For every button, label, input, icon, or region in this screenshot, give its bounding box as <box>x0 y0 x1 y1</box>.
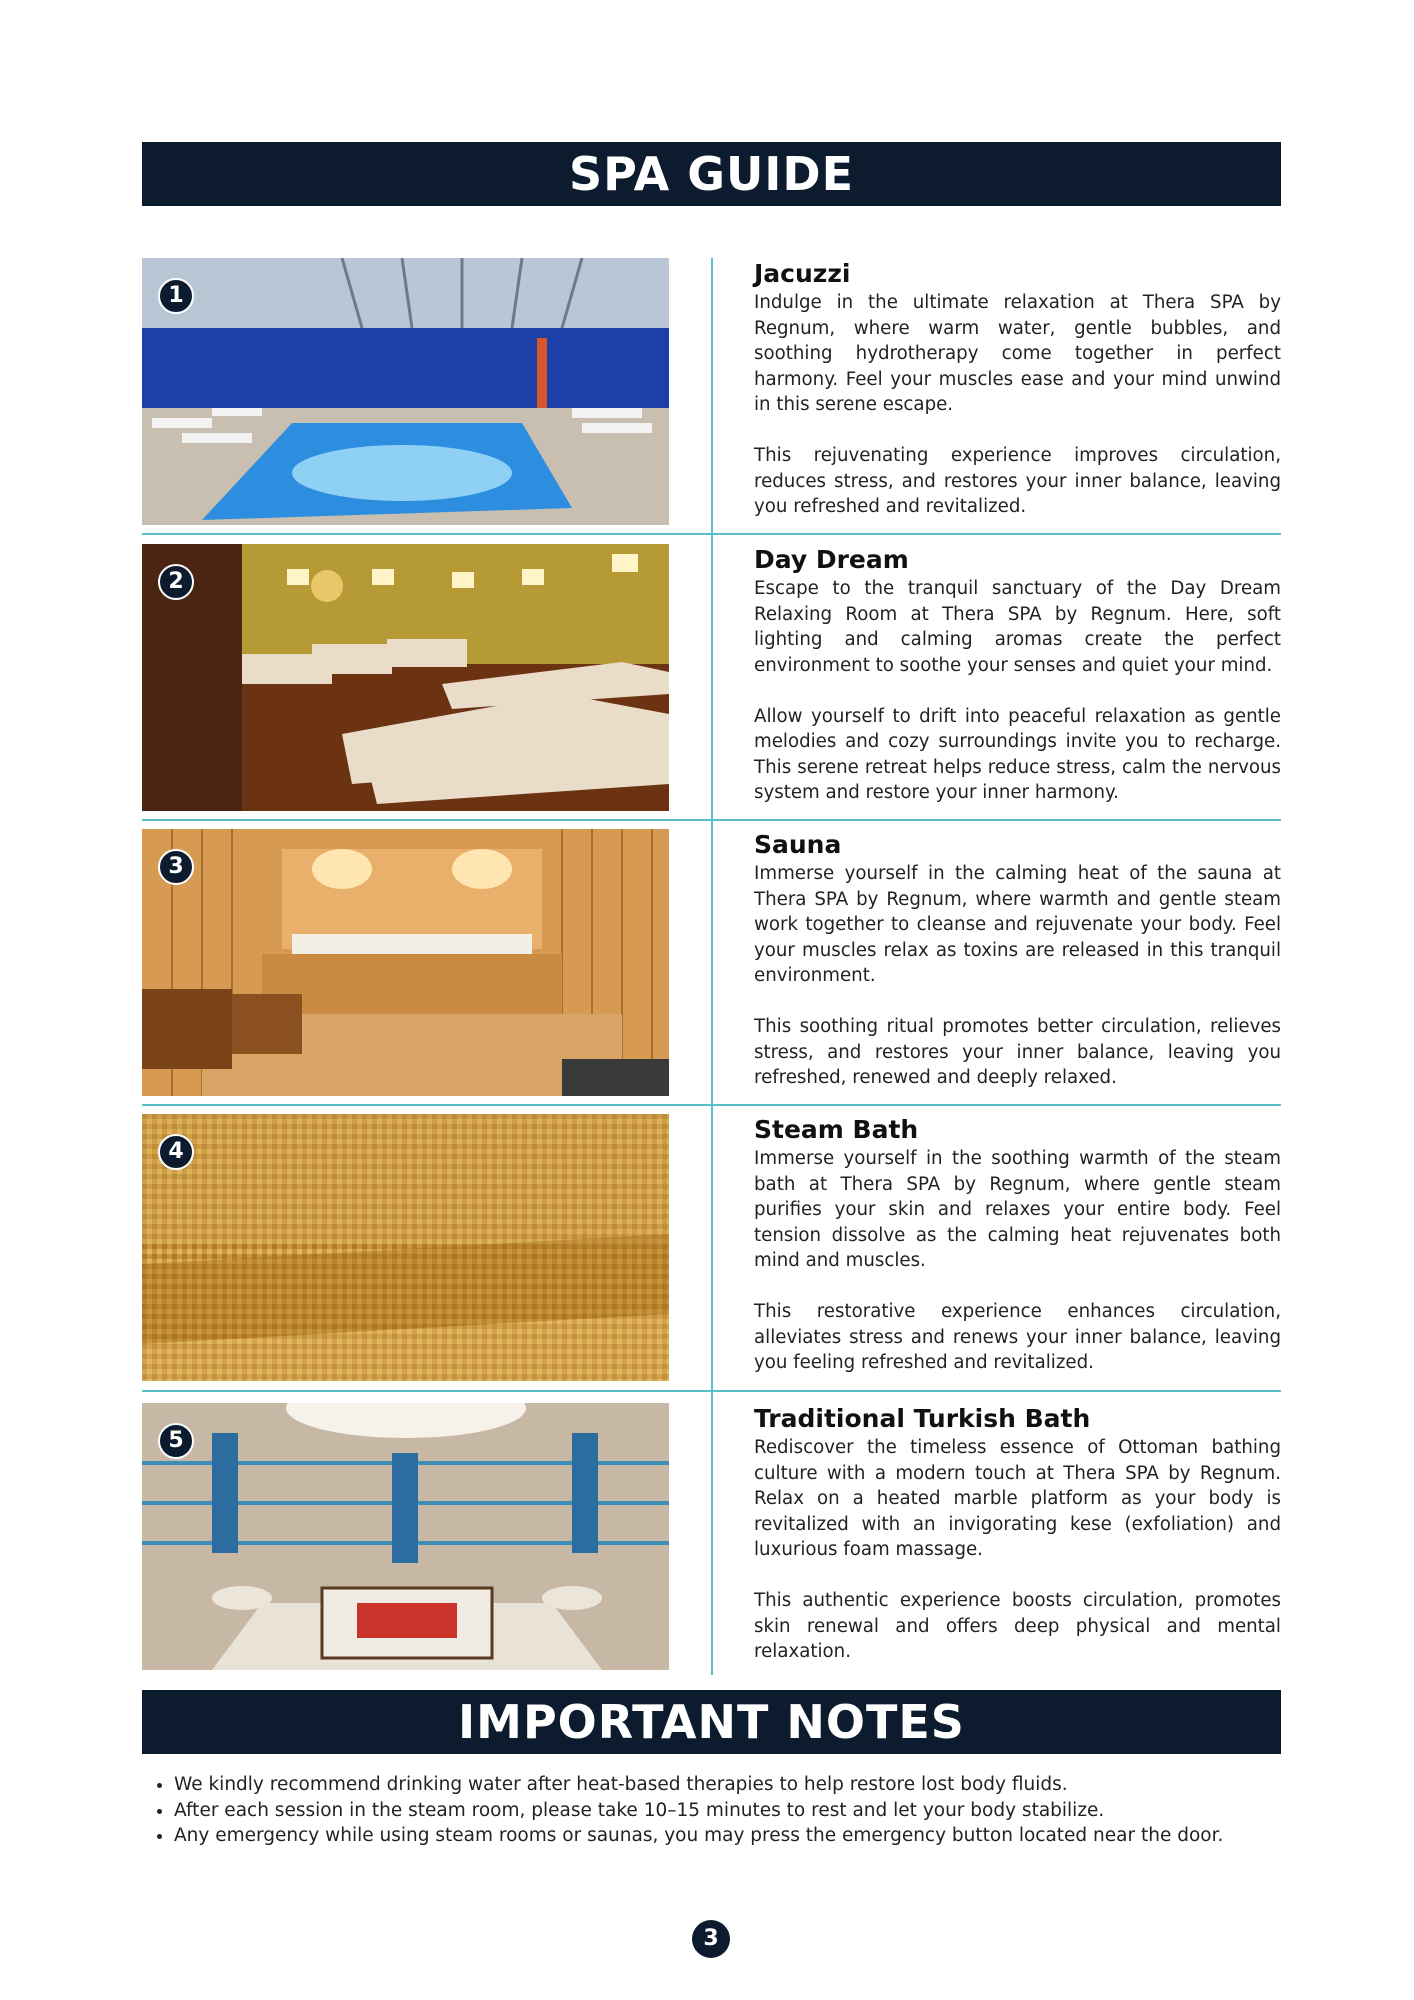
section-paragraph: Indulge in the ultimate relaxation at Thera SPA by Regnum, where warm water, gentle bubbles, and soothing hydrotherapy come together in perfect harmony. Feel your muscles ease and your mind unwind in this serene escape. <box>754 292 1281 415</box>
section-number-badge: 1 <box>158 278 194 314</box>
day-dream-photo <box>142 544 669 811</box>
section-paragraph: Rediscover the timeless essence of Ottoman bathing culture with a modern touch at Thera SPA by Regnum. Relax on a heated marble platform as your body is revitalized with an invigorating kese (exfoliation) and luxurious foam massage. <box>754 1437 1281 1560</box>
page-number: 3 <box>692 1920 730 1958</box>
section-text <box>754 1403 1281 1665</box>
turkish-bath-photo <box>142 1403 669 1670</box>
section-paragraph: Allow yourself to drift into peaceful relaxation as gentle melodies and cozy surroundings invite you to recharge. This serene retreat helps reduce stress, calm the nervous system and restore your inner harmony. <box>754 705 1281 803</box>
jacuzzi-photo <box>142 258 669 525</box>
notes-title: IMPORTANT NOTES <box>142 1690 1281 1754</box>
notes-list <box>150 1772 1304 1849</box>
section-jacuzzi <box>142 258 1281 525</box>
list-item: • After each session in the steam room, please take 10–15 minutes to rest and let your body stabilize. <box>174 1798 1304 1824</box>
section-divider <box>142 819 1281 821</box>
section-steam-bath <box>142 1114 1281 1381</box>
section-paragraph: This restorative experience enhances circulation, alleviates stress and renews your inner balance, leaving you feeling refreshed and revitalized. <box>754 1301 1281 1373</box>
section-number-badge: 5 <box>158 1423 194 1459</box>
section-divider <box>142 1104 1281 1106</box>
section-title: Steam Bath <box>754 1115 919 1144</box>
section-number-badge: 4 <box>158 1134 194 1170</box>
section-number-badge: 3 <box>158 849 194 885</box>
section-day-dream <box>142 544 1281 811</box>
section-number-badge: 2 <box>158 564 194 600</box>
section-paragraph: This rejuvenating experience improves circulation, reduces stress, and restores your inner balance, leaving you refreshed and revitalized. <box>754 445 1281 517</box>
section-divider <box>142 533 1281 535</box>
section-title: Day Dream <box>754 545 909 574</box>
section-text <box>754 829 1281 1091</box>
section-turkish-bath <box>142 1403 1281 1670</box>
list-item: • We kindly recommend drinking water after heat-based therapies to help restore lost body fluids. <box>174 1772 1304 1798</box>
section-title: Sauna <box>754 830 842 859</box>
section-paragraph: Immerse yourself in the soothing warmth of the steam bath at Thera SPA by Regnum, where gentle steam purifies your skin and relaxes your entire body. Feel tension dissolve as the calming heat rejuvenates both mind and muscles. <box>754 1148 1281 1271</box>
section-text <box>754 258 1281 520</box>
section-text <box>754 544 1281 806</box>
section-title: Traditional Turkish Bath <box>754 1404 1091 1433</box>
list-item: • Any emergency while using steam rooms or saunas, you may press the emergency button located near the door. <box>174 1823 1304 1849</box>
section-divider <box>142 1390 1281 1392</box>
section-paragraph: This soothing ritual promotes better circulation, relieves stress, and restores your inner balance, leaving you refreshed, renewed and deeply relaxed. <box>754 1016 1281 1088</box>
steam-bath-photo <box>142 1114 669 1381</box>
section-text <box>754 1114 1281 1376</box>
section-sauna <box>142 829 1281 1096</box>
section-paragraph: Immerse yourself in the calming heat of the sauna at Thera SPA by Regnum, where warmth and gentle steam work together to cleanse and rejuvenate your body. Feel your muscles relax as toxins are released in this tranquil environment. <box>754 863 1281 986</box>
section-paragraph: Escape to the tranquil sanctuary of the Day Dream Relaxing Room at Thera SPA by Regnum. Here, soft lighting and calming aromas create the perfect environment to soothe your senses and quiet your mind. <box>754 578 1281 676</box>
page-title: SPA GUIDE <box>142 142 1281 206</box>
sauna-photo <box>142 829 669 1096</box>
section-paragraph: This authentic experience boosts circulation, promotes skin renewal and offers deep physical and mental relaxation. <box>754 1590 1281 1662</box>
section-title: Jacuzzi <box>754 259 851 288</box>
